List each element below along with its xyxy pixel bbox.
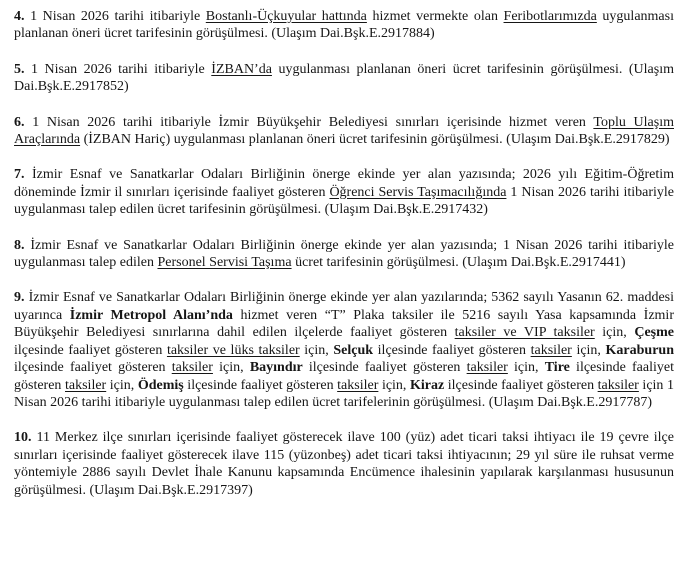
bold-text-segment: Çeşme [634, 325, 674, 341]
agenda-item-7 [14, 166, 674, 218]
text-segment: ilçesinde faaliyet gösteren [373, 342, 531, 358]
bold-text-segment: Kiraz [410, 377, 445, 393]
text-segment: hizmet vermekte olan [366, 9, 504, 24]
text-segment: ilçesinde faaliyet gösteren [14, 360, 172, 376]
text-segment: için, [571, 342, 606, 358]
bold-text-segment: Tire [544, 360, 570, 376]
text-segment: (İZBAN Hariç) uygulanması planlanan öneri ücret tarifesinin görüşülmesi. (Ulaşım Dai.Bşk.E.2917829) [80, 132, 670, 148]
text-segment: İzmir Esnaf ve Sanatkarlar Odaları Birliğinin önerge ekinde yer alan yazısında; 1 Nisan 2026 tarihi itibariyle uygulanması talep edilen [14, 237, 674, 271]
text-segment: 1 Nisan 2026 tarihi itibariyle İzmir Büyükşehir Belediyesi sınırları içerisinde hizmet veren [24, 114, 594, 130]
text-segment: İzmir Esnaf ve Sanatkarlar Odaları Birliğinin önerge ekinde yer alan yazılarında; 5362 sayılı Yasanın 62. maddesi uyarınca [14, 290, 674, 323]
agenda-item-4 [14, 8, 674, 43]
text-segment: için, [106, 377, 138, 393]
underlined-text-segment: Feribotlarımızda [503, 9, 597, 24]
bold-text-segment: 8. [14, 237, 25, 253]
text-segment: ücret tarifesinin görüşülmesi. (Ulaşım Dai.Bşk.E.2917441) [291, 255, 626, 271]
bold-text-segment: Ödemiş [137, 377, 184, 393]
underlined-text-segment: Personel Servisi Taşıma [157, 255, 292, 271]
text-segment: uygulanması planlanan öneri ücret tarifesinin görüşülmesi. (Ulaşım Dai.Bşk.E.2917884) [14, 9, 674, 42]
text-segment: İzmir Esnaf ve Sanatkarlar Odaları Birliğinin önerge ekinde yer alan yazısında; 2026 yılı Eğitim-Öğretim döneminde İzmir il sınırları içerisinde faaliyet gösteren [14, 167, 674, 200]
text-segment: 1 Nisan 2026 tarihi itibariyle [24, 9, 206, 24]
text-segment: ilçesinde faaliyet gösteren [302, 360, 467, 376]
bold-text-segment: 10. [14, 430, 32, 446]
text-segment: için, [299, 342, 334, 358]
text-segment: ilçesinde faaliyet gösteren [444, 377, 598, 393]
agenda-item-10 [14, 429, 674, 499]
text-segment: hizmet veren “T” Plaka taksiler ile 5216 sayılı Yasa kapsamında İzmir Büyükşehir Belediyesi sınırlarına dahil edilen ilçelerde faaliyet gösteren [14, 307, 674, 341]
text-segment: 11 Merkez ilçe sınırları içerisinde faaliyet gösterecek ilave 100 (yüz) adet ticari taksi ihtiyacı ile 19 çevre ilçe sınırları içerisinde faaliyet gösterecek ilave 115 (yüzonbeş) adet ticari taksi ihtiyacının; 29 yıl süre ile ruhsat verme yöntemiyle 2886 sayılı Devlet İhale Kanunu kapsamında Encümence ihalesinin yapılarak karşılanması hususunun görüşülmesi. (Ulaşım Dai.Bşk.E.2917397) [14, 430, 674, 498]
text-segment: için, [594, 325, 635, 341]
underlined-text-segment: taksiler ve lüks taksiler [166, 342, 300, 358]
underlined-text-segment: taksiler [530, 342, 572, 358]
agenda-item-9 [14, 289, 674, 411]
bold-text-segment: Bayındır [249, 360, 303, 376]
underlined-text-segment: Öğrenci Servis Taşımacılığında [329, 184, 507, 200]
underlined-text-segment: İZBAN’da [211, 61, 272, 77]
text-segment: için, [507, 360, 545, 376]
underlined-text-segment: taksiler [171, 360, 213, 376]
underlined-text-segment: taksiler [337, 377, 379, 393]
underlined-text-segment: taksiler [466, 360, 508, 376]
bold-text-segment: 5. [14, 61, 25, 77]
text-segment: için, [378, 377, 410, 393]
text-segment: 1 Nisan 2026 tarihi itibariyle uygulanması talep edilen ücret tarifesinin görüşülmesi. (Ulaşım Dai.Bşk.E.2917432) [14, 184, 674, 218]
bold-text-segment: İzmir Metropol Alanı’nda [69, 307, 233, 323]
bold-text-segment: Selçuk [333, 342, 374, 358]
text-segment: 1 Nisan 2026 tarihi itibariyle [24, 61, 212, 77]
text-segment: ilçesinde faaliyet gösteren [14, 360, 674, 393]
bold-text-segment: 4. [14, 9, 25, 24]
underlined-text-segment: Bostanlı-Üçkuyular hattında [205, 9, 367, 24]
underlined-text-segment: Toplu Ulaşım Araçlarında [14, 114, 674, 148]
underlined-text-segment: taksiler ve VIP taksiler [454, 325, 595, 341]
bold-text-segment: 6. [14, 114, 25, 130]
text-segment: uygulanması planlanan öneri ücret tarifesinin görüşülmesi. (Ulaşım Dai.Bşk.E.2917852) [14, 61, 674, 95]
underlined-text-segment: taksiler [65, 377, 107, 393]
text-segment: ilçesinde faaliyet gösteren [183, 377, 338, 393]
bold-text-segment: Karaburun [605, 342, 674, 358]
text-segment: ilçesinde faaliyet gösteren [14, 342, 167, 358]
agenda-item-5 [14, 61, 674, 96]
agenda-item-6 [14, 114, 674, 149]
text-segment: için, [212, 360, 250, 376]
bold-text-segment: 9. [14, 290, 25, 306]
underlined-text-segment: taksiler [597, 377, 639, 393]
text-segment: için 1 Nisan 2026 tarihi itibariyle uygulanması talep edilen ücret tarifelerinin görüşülmesi. (Ulaşım Dai.Bşk.E.2917787) [14, 377, 674, 410]
bold-text-segment: 7. [14, 167, 25, 183]
agenda-item-8 [14, 237, 674, 272]
